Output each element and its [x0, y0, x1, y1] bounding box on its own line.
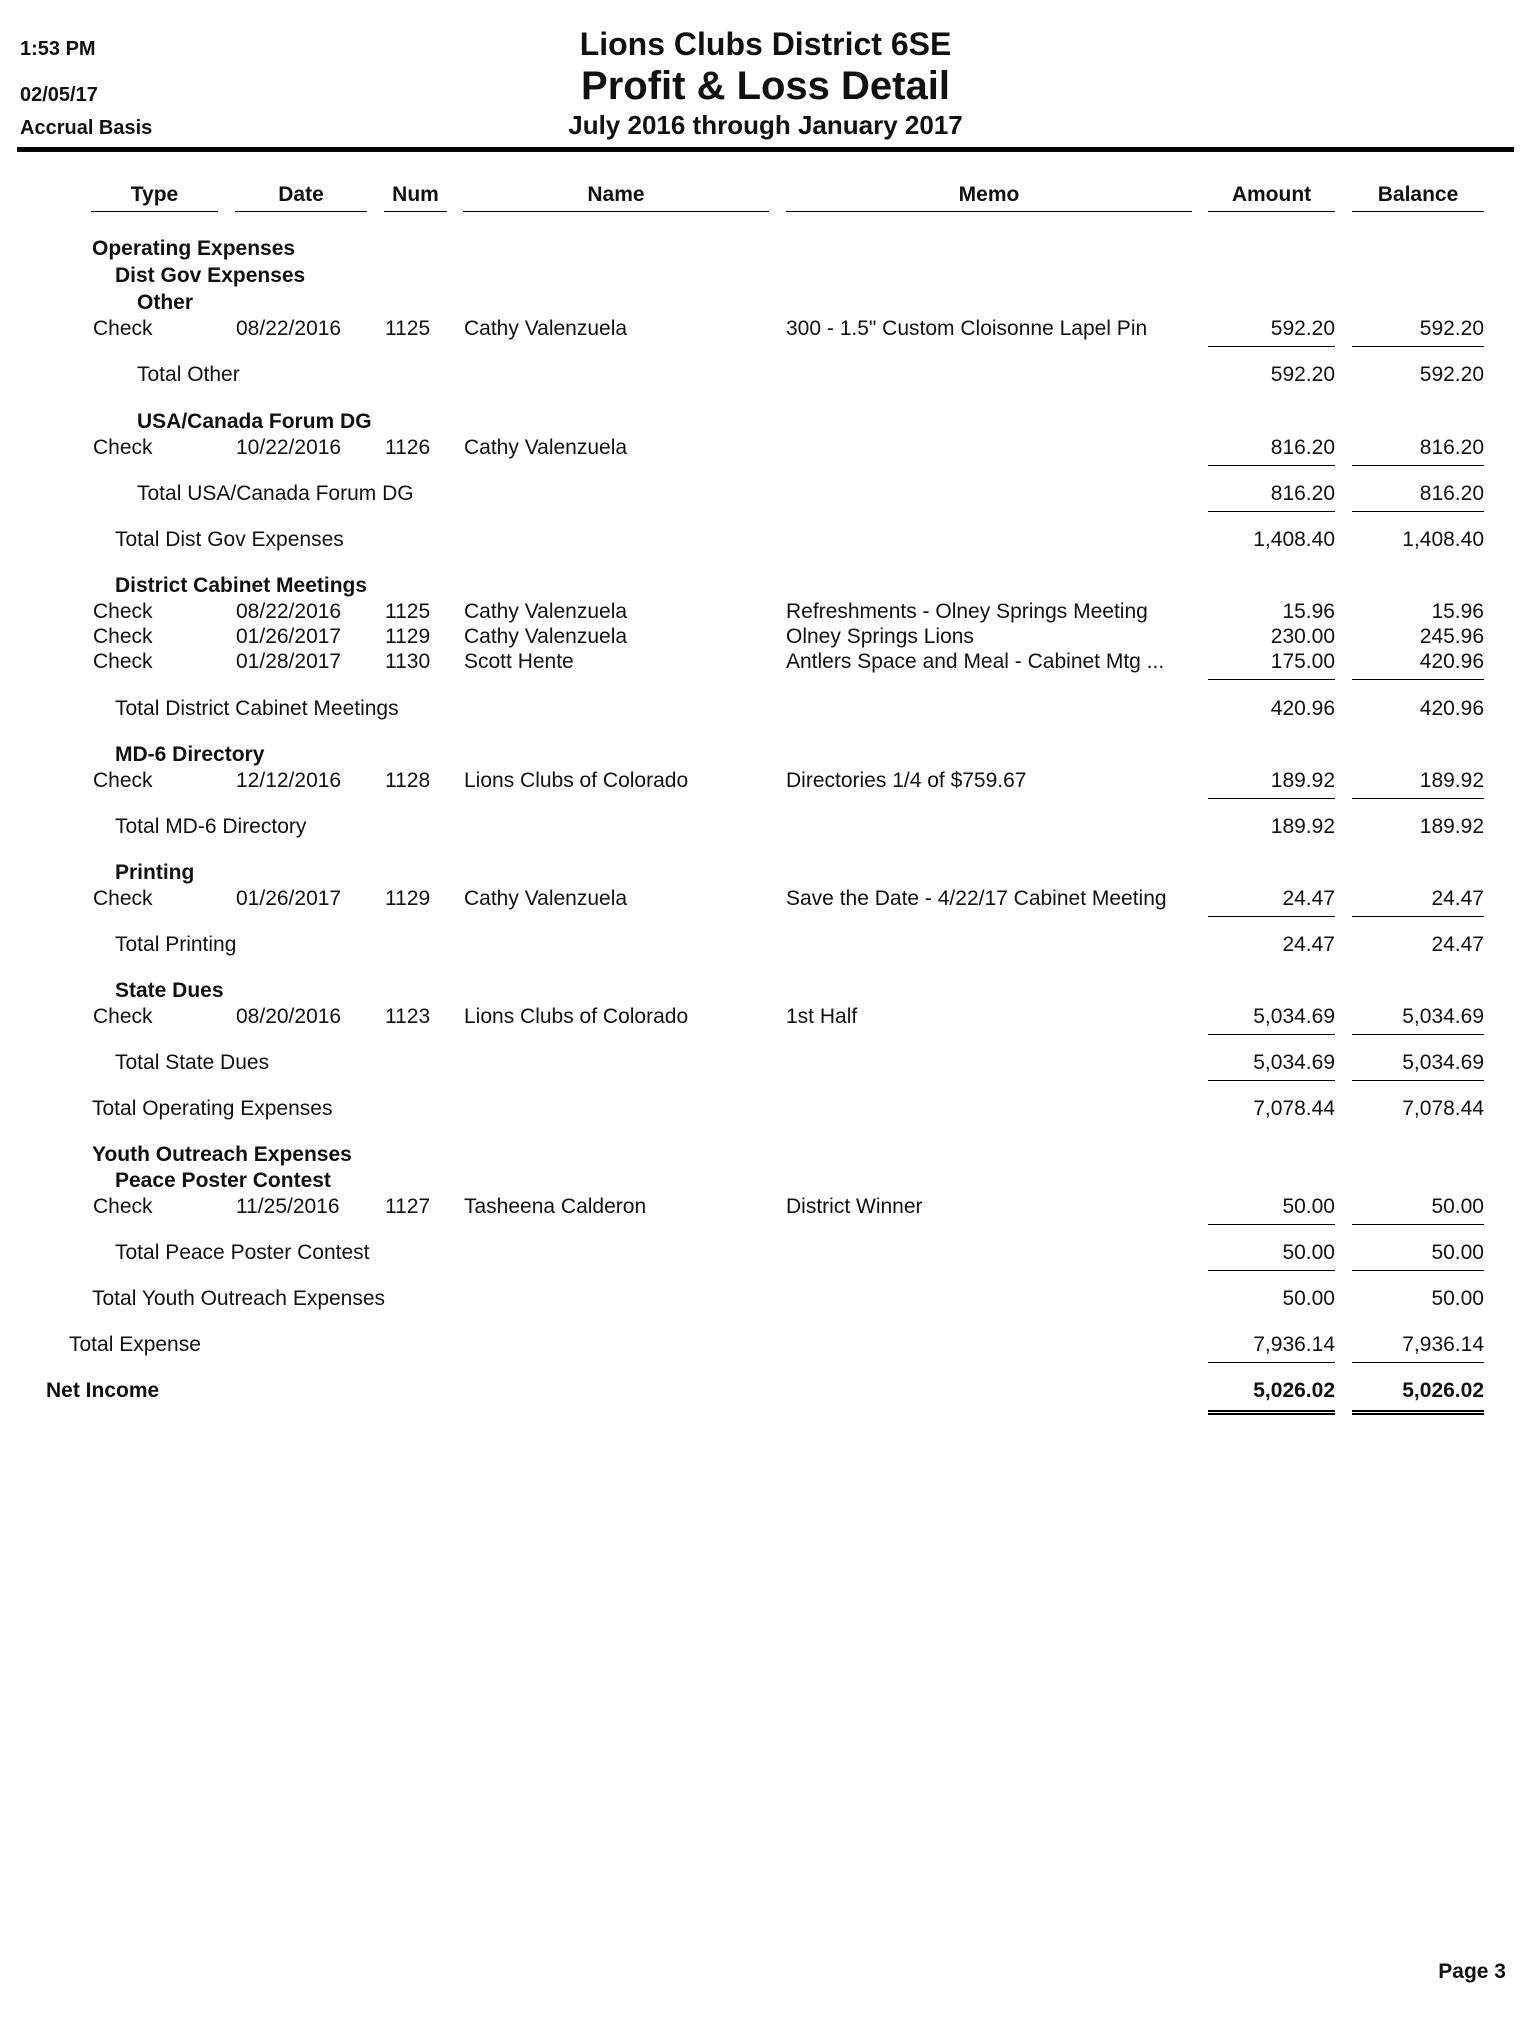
total-amount: 816.20 [1270, 482, 1335, 505]
report-date: 02/05/17 [20, 84, 98, 106]
subtotal-rule [1208, 1080, 1335, 1081]
subtotal-rule [1208, 346, 1335, 347]
subtotal-rule [1352, 1362, 1484, 1363]
column-header-num: Num [384, 183, 447, 212]
total-label: Total Youth Outreach Expenses [92, 1287, 386, 1310]
total-amount: 592.20 [1270, 363, 1335, 386]
total-amount: 189.92 [1270, 815, 1335, 838]
txn-amount: 175.00 [1270, 650, 1335, 673]
section-heading: Operating Expenses [92, 237, 296, 260]
net-income-label: Net Income [46, 1379, 160, 1402]
total-balance: 5,026.02 [1402, 1379, 1484, 1402]
txn-balance: 189.92 [1419, 769, 1484, 792]
report-title: Profit & Loss Detail [581, 64, 950, 108]
subtotal-rule [1352, 798, 1484, 799]
subtotal-rule [1352, 1270, 1484, 1271]
total-amount: 7,936.14 [1253, 1333, 1335, 1356]
column-header-memo: Memo [786, 183, 1192, 212]
txn-date: 08/20/2016 [236, 1005, 342, 1028]
total-balance: 592.20 [1419, 363, 1484, 386]
report-basis: Accrual Basis [20, 117, 153, 139]
total-label: Total Dist Gov Expenses [115, 528, 344, 551]
report-time: 1:53 PM [20, 38, 96, 60]
txn-type: Check [93, 650, 153, 673]
section-heading: USA/Canada Forum DG [137, 410, 372, 433]
txn-balance: 816.20 [1419, 436, 1484, 459]
total-balance: 189.92 [1419, 815, 1484, 838]
txn-num: 1127 [385, 1195, 431, 1218]
total-balance: 50.00 [1431, 1287, 1484, 1310]
subtotal-rule [1208, 679, 1335, 680]
txn-num: 1130 [385, 650, 431, 673]
txn-type: Check [93, 317, 153, 340]
txn-type: Check [93, 1005, 153, 1028]
section-heading: State Dues [115, 979, 224, 1002]
txn-name: Cathy Valenzuela [464, 887, 628, 910]
txn-type: Check [93, 1195, 153, 1218]
txn-num: 1128 [385, 769, 431, 792]
txn-date: 08/22/2016 [236, 600, 342, 623]
column-header-amount: Amount [1208, 183, 1335, 212]
txn-balance: 24.47 [1431, 887, 1484, 910]
txn-amount: 5,034.69 [1253, 1005, 1335, 1028]
total-balance: 7,936.14 [1402, 1333, 1484, 1356]
total-balance: 7,078.44 [1402, 1097, 1484, 1120]
total-amount: 24.47 [1282, 933, 1335, 956]
txn-num: 1123 [385, 1005, 431, 1028]
section-heading: MD-6 Directory [115, 743, 265, 766]
txn-memo: 1st Half [786, 1005, 858, 1028]
txn-balance: 5,034.69 [1402, 1005, 1484, 1028]
txn-balance: 15.96 [1431, 600, 1484, 623]
txn-name: Lions Clubs of Colorado [464, 769, 689, 792]
subtotal-rule [1352, 1080, 1484, 1081]
total-balance: 1,408.40 [1402, 528, 1484, 551]
txn-amount: 50.00 [1282, 1195, 1335, 1218]
section-heading: Youth Outreach Expenses [92, 1143, 352, 1166]
txn-memo: Directories 1/4 of $759.67 [786, 769, 1027, 792]
column-header-balance: Balance [1352, 183, 1484, 212]
subtotal-rule [1208, 1224, 1335, 1225]
total-label: Total Expense [69, 1333, 201, 1356]
txn-amount: 592.20 [1270, 317, 1335, 340]
txn-type: Check [93, 769, 153, 792]
txn-name: Cathy Valenzuela [464, 317, 628, 340]
subtotal-rule [1352, 916, 1484, 917]
txn-name: Cathy Valenzuela [464, 600, 628, 623]
subtotal-rule [1352, 346, 1484, 347]
txn-amount: 230.00 [1270, 625, 1335, 648]
txn-name: Scott Hente [464, 650, 574, 673]
total-balance: 816.20 [1419, 482, 1484, 505]
total-amount: 50.00 [1282, 1287, 1335, 1310]
txn-memo: Olney Springs Lions [786, 625, 974, 648]
total-label: Total Operating Expenses [92, 1097, 333, 1120]
txn-date: 11/25/2016 [236, 1195, 340, 1218]
section-heading: Other [137, 291, 194, 314]
subtotal-rule [1208, 511, 1335, 512]
total-amount: 7,078.44 [1253, 1097, 1335, 1120]
double-rule [1208, 1410, 1335, 1415]
report-period: July 2016 through January 2017 [568, 110, 963, 140]
total-label: Total State Dues [115, 1051, 270, 1074]
column-header-type: Type [91, 183, 218, 212]
total-amount: 420.96 [1270, 697, 1335, 720]
txn-amount: 189.92 [1270, 769, 1335, 792]
txn-memo: 300 - 1.5" Custom Cloisonne Lapel Pin [786, 317, 1148, 340]
txn-balance: 245.96 [1419, 625, 1484, 648]
txn-memo: Refreshments - Olney Springs Meeting [786, 600, 1148, 623]
txn-name: Cathy Valenzuela [464, 436, 628, 459]
txn-type: Check [93, 436, 153, 459]
txn-num: 1126 [385, 436, 431, 459]
subtotal-rule [1208, 1034, 1335, 1035]
column-header-date: Date [235, 183, 367, 212]
txn-balance: 420.96 [1419, 650, 1484, 673]
txn-num: 1129 [385, 625, 431, 648]
total-amount: 5,034.69 [1253, 1051, 1335, 1074]
subtotal-rule [1208, 465, 1335, 466]
txn-memo: Antlers Space and Meal - Cabinet Mtg ... [786, 650, 1165, 673]
section-heading: Dist Gov Expenses [115, 264, 306, 287]
total-amount: 1,408.40 [1253, 528, 1335, 551]
total-label: Total Peace Poster Contest [115, 1241, 370, 1264]
total-balance: 24.47 [1431, 933, 1484, 956]
subtotal-rule [1208, 916, 1335, 917]
subtotal-rule [1352, 511, 1484, 512]
total-balance: 50.00 [1431, 1241, 1484, 1264]
total-label: Total Other [137, 363, 240, 386]
txn-memo: Save the Date - 4/22/17 Cabinet Meeting [786, 887, 1167, 910]
txn-amount: 816.20 [1270, 436, 1335, 459]
txn-num: 1125 [385, 600, 431, 623]
section-heading: District Cabinet Meetings [115, 574, 368, 597]
txn-num: 1125 [385, 317, 431, 340]
total-balance: 420.96 [1419, 697, 1484, 720]
total-balance: 5,034.69 [1402, 1051, 1484, 1074]
total-label: Total USA/Canada Forum DG [137, 482, 414, 505]
txn-name: Tasheena Calderon [464, 1195, 647, 1218]
subtotal-rule [1352, 679, 1484, 680]
subtotal-rule [1208, 798, 1335, 799]
txn-balance: 592.20 [1419, 317, 1484, 340]
subtotal-rule [1208, 1362, 1335, 1363]
total-label: Total MD-6 Directory [115, 815, 307, 838]
txn-date: 01/28/2017 [236, 650, 342, 673]
subtotal-rule [1208, 1270, 1335, 1271]
txn-date: 01/26/2017 [236, 625, 342, 648]
txn-type: Check [93, 600, 153, 623]
section-heading: Printing [115, 861, 195, 884]
subtotal-rule [1352, 1224, 1484, 1225]
txn-memo: District Winner [786, 1195, 923, 1218]
subtotal-rule [1352, 465, 1484, 466]
double-rule [1352, 1410, 1484, 1415]
txn-name: Lions Clubs of Colorado [464, 1005, 689, 1028]
total-amount: 50.00 [1282, 1241, 1335, 1264]
txn-date: 10/22/2016 [236, 436, 342, 459]
txn-date: 08/22/2016 [236, 317, 342, 340]
total-label: Total Printing [115, 933, 237, 956]
total-label: Total District Cabinet Meetings [115, 697, 399, 720]
section-heading: Peace Poster Contest [115, 1169, 331, 1192]
txn-date: 12/12/2016 [236, 769, 342, 792]
txn-amount: 24.47 [1282, 887, 1335, 910]
header-rule [17, 147, 1514, 152]
column-header-name: Name [463, 183, 769, 212]
page-number: Page 3 [1438, 1960, 1506, 1983]
txn-num: 1129 [385, 887, 431, 910]
txn-type: Check [93, 887, 153, 910]
total-amount: 5,026.02 [1253, 1379, 1335, 1402]
txn-amount: 15.96 [1282, 600, 1335, 623]
txn-balance: 50.00 [1431, 1195, 1484, 1218]
txn-date: 01/26/2017 [236, 887, 342, 910]
organization-name: Lions Clubs District 6SE [579, 26, 952, 62]
txn-type: Check [93, 625, 153, 648]
txn-name: Cathy Valenzuela [464, 625, 628, 648]
subtotal-rule [1352, 1034, 1484, 1035]
